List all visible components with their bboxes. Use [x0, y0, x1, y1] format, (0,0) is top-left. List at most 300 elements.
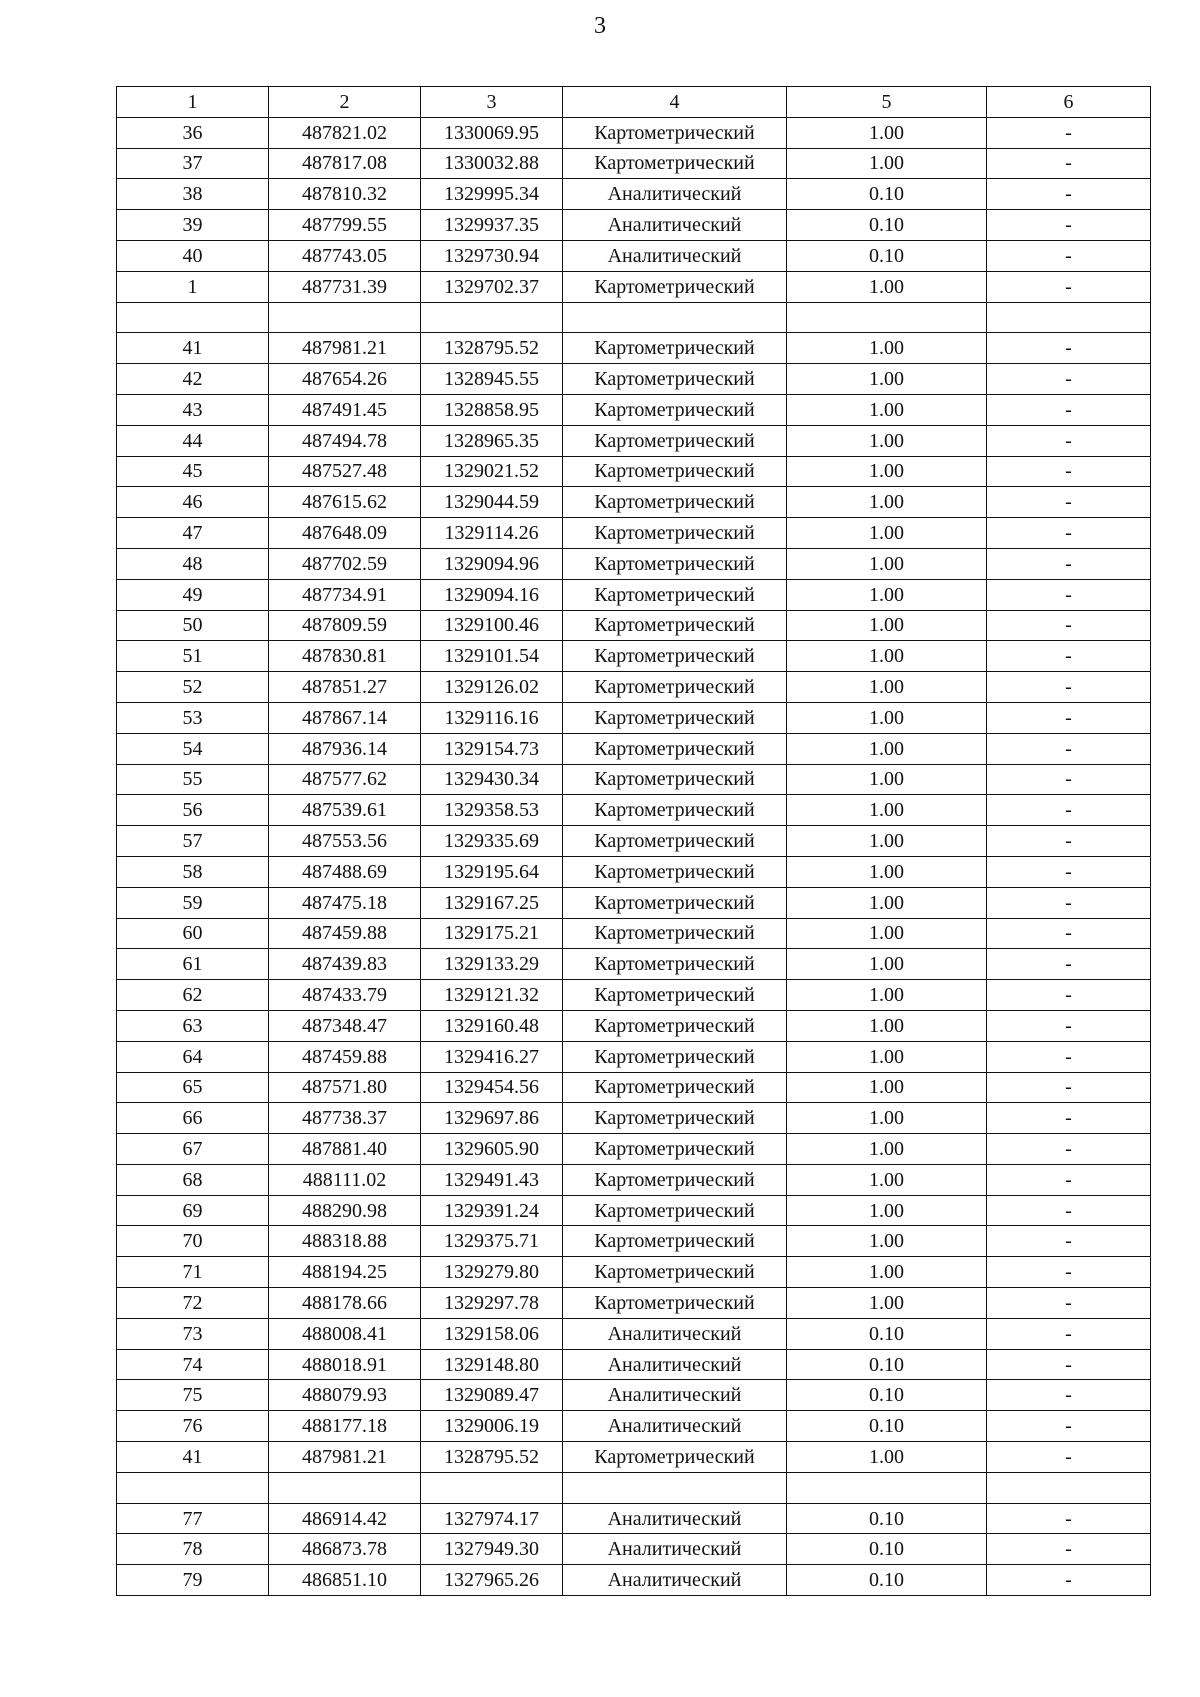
table-row	[117, 518, 1151, 549]
table-row	[117, 394, 1151, 425]
cell-y-coordinate: 1329335.69	[421, 826, 563, 857]
cell-note: -	[987, 518, 1151, 549]
cell-accuracy: 0.10	[787, 1534, 987, 1565]
cell-y-coordinate: 1329126.02	[421, 672, 563, 703]
cell-note: -	[987, 1134, 1151, 1165]
cell-method: Картометрический	[563, 1103, 787, 1134]
cell-y-coordinate: 1328945.55	[421, 364, 563, 395]
header-row	[117, 87, 1151, 118]
table-row	[117, 1226, 1151, 1257]
cell-y-coordinate: 1328965.35	[421, 425, 563, 456]
table-row	[117, 1103, 1151, 1134]
table-row	[117, 795, 1151, 826]
cell-x-coordinate	[269, 302, 421, 333]
cell-accuracy: 1.00	[787, 1226, 987, 1257]
cell-x-coordinate: 487867.14	[269, 702, 421, 733]
table-row	[117, 210, 1151, 241]
cell-point-number: 49	[117, 579, 269, 610]
cell-x-coordinate: 488318.88	[269, 1226, 421, 1257]
table-row	[117, 641, 1151, 672]
cell-x-coordinate: 487527.48	[269, 456, 421, 487]
cell-point-number: 75	[117, 1380, 269, 1411]
table-row	[117, 148, 1151, 179]
table-row	[117, 610, 1151, 641]
cell-method: Картометрический	[563, 1164, 787, 1195]
cell-y-coordinate: 1329154.73	[421, 733, 563, 764]
cell-note: -	[987, 1503, 1151, 1534]
cell-accuracy: 0.10	[787, 179, 987, 210]
cell-y-coordinate: 1329133.29	[421, 949, 563, 980]
cell-accuracy: 1.00	[787, 1010, 987, 1041]
cell-y-coordinate: 1329114.26	[421, 518, 563, 549]
cell-x-coordinate: 487539.61	[269, 795, 421, 826]
cell-y-coordinate: 1329195.64	[421, 856, 563, 887]
column-header: 4	[563, 87, 787, 118]
cell-point-number: 62	[117, 980, 269, 1011]
cell-method: Аналитический	[563, 1534, 787, 1565]
table-header	[117, 87, 1151, 118]
cell-method: Аналитический	[563, 1565, 787, 1596]
cell-x-coordinate: 486873.78	[269, 1534, 421, 1565]
table-row	[117, 1503, 1151, 1534]
cell-method: Картометрический	[563, 856, 787, 887]
table-body	[117, 117, 1151, 1595]
cell-y-coordinate: 1329358.53	[421, 795, 563, 826]
cell-method: Аналитический	[563, 179, 787, 210]
cell-x-coordinate: 488079.93	[269, 1380, 421, 1411]
cell-method: Аналитический	[563, 1380, 787, 1411]
cell-note: -	[987, 1442, 1151, 1473]
cell-method: Картометрический	[563, 1134, 787, 1165]
cell-x-coordinate: 487571.80	[269, 1072, 421, 1103]
cell-y-coordinate: 1329416.27	[421, 1041, 563, 1072]
cell-y-coordinate: 1329995.34	[421, 179, 563, 210]
cell-note: -	[987, 548, 1151, 579]
cell-accuracy: 1.00	[787, 1195, 987, 1226]
cell-point-number: 51	[117, 641, 269, 672]
cell-point-number: 78	[117, 1534, 269, 1565]
cell-accuracy: 1.00	[787, 672, 987, 703]
table-row	[117, 702, 1151, 733]
cell-y-coordinate: 1329375.71	[421, 1226, 563, 1257]
table-row	[117, 1041, 1151, 1072]
cell-note: -	[987, 364, 1151, 395]
cell-accuracy: 1.00	[787, 425, 987, 456]
cell-x-coordinate: 487743.05	[269, 240, 421, 271]
cell-accuracy: 1.00	[787, 826, 987, 857]
cell-y-coordinate: 1329279.80	[421, 1257, 563, 1288]
cell-method: Аналитический	[563, 1503, 787, 1534]
cell-note: -	[987, 702, 1151, 733]
cell-method: Аналитический	[563, 1349, 787, 1380]
cell-method: Аналитический	[563, 1318, 787, 1349]
cell-accuracy: 1.00	[787, 579, 987, 610]
cell-accuracy: 1.00	[787, 456, 987, 487]
table-row	[117, 1442, 1151, 1473]
cell-method: Картометрический	[563, 1072, 787, 1103]
cell-note: -	[987, 1349, 1151, 1380]
cell-y-coordinate: 1329094.16	[421, 579, 563, 610]
table-row	[117, 364, 1151, 395]
cell-method: Картометрический	[563, 333, 787, 364]
cell-note: -	[987, 887, 1151, 918]
cell-point-number: 66	[117, 1103, 269, 1134]
cell-point-number: 54	[117, 733, 269, 764]
cell-x-coordinate: 487881.40	[269, 1134, 421, 1165]
cell-note: -	[987, 487, 1151, 518]
cell-y-coordinate: 1327974.17	[421, 1503, 563, 1534]
cell-method: Картометрический	[563, 733, 787, 764]
cell-y-coordinate: 1329730.94	[421, 240, 563, 271]
cell-y-coordinate: 1329605.90	[421, 1134, 563, 1165]
table-row	[117, 1134, 1151, 1165]
cell-x-coordinate: 487981.21	[269, 333, 421, 364]
cell-point-number: 70	[117, 1226, 269, 1257]
table-row	[117, 548, 1151, 579]
cell-method: Аналитический	[563, 1411, 787, 1442]
cell-y-coordinate: 1329148.80	[421, 1349, 563, 1380]
cell-x-coordinate: 487433.79	[269, 980, 421, 1011]
cell-y-coordinate: 1329094.96	[421, 548, 563, 579]
column-header: 2	[269, 87, 421, 118]
cell-method: Картометрический	[563, 1010, 787, 1041]
cell-accuracy: 1.00	[787, 980, 987, 1011]
cell-point-number: 36	[117, 117, 269, 148]
cell-x-coordinate: 487648.09	[269, 518, 421, 549]
cell-accuracy: 1.00	[787, 271, 987, 302]
cell-method: Картометрический	[563, 271, 787, 302]
cell-accuracy: 1.00	[787, 856, 987, 887]
cell-note: -	[987, 333, 1151, 364]
cell-y-coordinate	[421, 302, 563, 333]
cell-method	[563, 1472, 787, 1503]
cell-y-coordinate: 1329167.25	[421, 887, 563, 918]
cell-accuracy: 1.00	[787, 641, 987, 672]
cell-point-number: 73	[117, 1318, 269, 1349]
cell-x-coordinate: 487821.02	[269, 117, 421, 148]
cell-note: -	[987, 425, 1151, 456]
cell-method: Картометрический	[563, 672, 787, 703]
cell-y-coordinate: 1328795.52	[421, 1442, 563, 1473]
cell-accuracy: 1.00	[787, 764, 987, 795]
cell-x-coordinate: 487488.69	[269, 856, 421, 887]
cell-point-number: 41	[117, 333, 269, 364]
cell-accuracy: 1.00	[787, 949, 987, 980]
cell-method: Картометрический	[563, 980, 787, 1011]
cell-x-coordinate: 487799.55	[269, 210, 421, 241]
cell-point-number: 72	[117, 1288, 269, 1319]
column-header: 3	[421, 87, 563, 118]
cell-x-coordinate: 487494.78	[269, 425, 421, 456]
cell-note: -	[987, 980, 1151, 1011]
cell-x-coordinate: 487738.37	[269, 1103, 421, 1134]
cell-point-number: 55	[117, 764, 269, 795]
cell-point-number: 60	[117, 918, 269, 949]
cell-method: Картометрический	[563, 579, 787, 610]
cell-note	[987, 302, 1151, 333]
cell-y-coordinate: 1329175.21	[421, 918, 563, 949]
cell-point-number: 47	[117, 518, 269, 549]
cell-note: -	[987, 733, 1151, 764]
table-row	[117, 1288, 1151, 1319]
table-row	[117, 887, 1151, 918]
cell-x-coordinate: 487348.47	[269, 1010, 421, 1041]
cell-accuracy: 1.00	[787, 148, 987, 179]
cell-method: Картометрический	[563, 425, 787, 456]
cell-y-coordinate: 1329702.37	[421, 271, 563, 302]
table-row	[117, 918, 1151, 949]
table-row	[117, 425, 1151, 456]
cell-y-coordinate: 1329116.16	[421, 702, 563, 733]
cell-x-coordinate: 488008.41	[269, 1318, 421, 1349]
cell-y-coordinate: 1329297.78	[421, 1288, 563, 1319]
table-row	[117, 1411, 1151, 1442]
cell-point-number: 79	[117, 1565, 269, 1596]
cell-accuracy: 1.00	[787, 1072, 987, 1103]
cell-point-number: 52	[117, 672, 269, 703]
cell-note: -	[987, 1411, 1151, 1442]
cell-method: Картометрический	[563, 1041, 787, 1072]
cell-note: -	[987, 1226, 1151, 1257]
cell-y-coordinate: 1329697.86	[421, 1103, 563, 1134]
cell-accuracy: 1.00	[787, 1134, 987, 1165]
table-row	[117, 1257, 1151, 1288]
cell-x-coordinate: 488111.02	[269, 1164, 421, 1195]
cell-accuracy: 1.00	[787, 394, 987, 425]
cell-method: Аналитический	[563, 240, 787, 271]
cell-point-number: 69	[117, 1195, 269, 1226]
cell-y-coordinate: 1328858.95	[421, 394, 563, 425]
cell-method: Картометрический	[563, 826, 787, 857]
cell-method: Картометрический	[563, 1226, 787, 1257]
cell-accuracy: 1.00	[787, 333, 987, 364]
cell-y-coordinate: 1329454.56	[421, 1072, 563, 1103]
table-row	[117, 240, 1151, 271]
cell-x-coordinate: 487851.27	[269, 672, 421, 703]
cell-x-coordinate: 487830.81	[269, 641, 421, 672]
cell-x-coordinate: 487981.21	[269, 1442, 421, 1473]
cell-x-coordinate: 488018.91	[269, 1349, 421, 1380]
table-row	[117, 487, 1151, 518]
cell-point-number: 71	[117, 1257, 269, 1288]
cell-accuracy: 1.00	[787, 487, 987, 518]
cell-y-coordinate: 1329100.46	[421, 610, 563, 641]
cell-y-coordinate: 1329021.52	[421, 456, 563, 487]
cell-x-coordinate: 487817.08	[269, 148, 421, 179]
cell-y-coordinate: 1329121.32	[421, 980, 563, 1011]
cell-note: -	[987, 856, 1151, 887]
cell-note: -	[987, 610, 1151, 641]
cell-point-number: 40	[117, 240, 269, 271]
cell-point-number: 43	[117, 394, 269, 425]
cell-accuracy	[787, 1472, 987, 1503]
cell-note: -	[987, 1318, 1151, 1349]
cell-method: Картометрический	[563, 795, 787, 826]
cell-point-number: 41	[117, 1442, 269, 1473]
cell-accuracy: 1.00	[787, 610, 987, 641]
cell-x-coordinate: 487459.88	[269, 1041, 421, 1072]
cell-accuracy: 0.10	[787, 1565, 987, 1596]
cell-point-number: 39	[117, 210, 269, 241]
table-row-separator	[117, 302, 1151, 333]
cell-note: -	[987, 148, 1151, 179]
page-number: 3	[594, 13, 606, 39]
cell-note: -	[987, 1195, 1151, 1226]
cell-method: Картометрический	[563, 364, 787, 395]
cell-y-coordinate: 1328795.52	[421, 333, 563, 364]
table-row	[117, 1164, 1151, 1195]
cell-x-coordinate: 486851.10	[269, 1565, 421, 1596]
cell-y-coordinate: 1329044.59	[421, 487, 563, 518]
cell-method: Аналитический	[563, 210, 787, 241]
cell-note: -	[987, 579, 1151, 610]
cell-method: Картометрический	[563, 117, 787, 148]
cell-accuracy: 1.00	[787, 518, 987, 549]
cell-accuracy: 1.00	[787, 1041, 987, 1072]
cell-point-number: 74	[117, 1349, 269, 1380]
table-row-separator	[117, 1472, 1151, 1503]
cell-accuracy: 1.00	[787, 364, 987, 395]
table-row	[117, 826, 1151, 857]
cell-x-coordinate: 487702.59	[269, 548, 421, 579]
cell-method	[563, 302, 787, 333]
cell-method: Картометрический	[563, 610, 787, 641]
cell-y-coordinate: 1327965.26	[421, 1565, 563, 1596]
cell-method: Картометрический	[563, 148, 787, 179]
cell-y-coordinate: 1330069.95	[421, 117, 563, 148]
cell-point-number: 61	[117, 949, 269, 980]
cell-x-coordinate	[269, 1472, 421, 1503]
cell-point-number: 77	[117, 1503, 269, 1534]
cell-accuracy: 1.00	[787, 733, 987, 764]
cell-note: -	[987, 271, 1151, 302]
table-row	[117, 949, 1151, 980]
cell-x-coordinate: 487731.39	[269, 271, 421, 302]
cell-accuracy: 0.10	[787, 240, 987, 271]
cell-point-number: 50	[117, 610, 269, 641]
cell-method: Картометрический	[563, 548, 787, 579]
cell-point-number: 64	[117, 1041, 269, 1072]
cell-accuracy: 1.00	[787, 795, 987, 826]
cell-point-number: 76	[117, 1411, 269, 1442]
cell-note: -	[987, 795, 1151, 826]
cell-note: -	[987, 1041, 1151, 1072]
cell-x-coordinate: 487577.62	[269, 764, 421, 795]
cell-note: -	[987, 918, 1151, 949]
cell-point-number: 58	[117, 856, 269, 887]
cell-point-number: 44	[117, 425, 269, 456]
cell-accuracy: 1.00	[787, 1442, 987, 1473]
cell-point-number: 68	[117, 1164, 269, 1195]
cell-point-number: 57	[117, 826, 269, 857]
cell-method: Картометрический	[563, 641, 787, 672]
table-row	[117, 1534, 1151, 1565]
cell-y-coordinate: 1329006.19	[421, 1411, 563, 1442]
cell-accuracy: 1.00	[787, 1164, 987, 1195]
cell-x-coordinate: 487491.45	[269, 394, 421, 425]
cell-method: Картометрический	[563, 456, 787, 487]
cell-accuracy: 0.10	[787, 1411, 987, 1442]
cell-accuracy: 0.10	[787, 1349, 987, 1380]
column-header: 1	[117, 87, 269, 118]
table-row	[117, 1072, 1151, 1103]
cell-point-number: 37	[117, 148, 269, 179]
cell-x-coordinate: 487809.59	[269, 610, 421, 641]
table-row	[117, 764, 1151, 795]
cell-method: Картометрический	[563, 1195, 787, 1226]
cell-note: -	[987, 1534, 1151, 1565]
cell-y-coordinate: 1329160.48	[421, 1010, 563, 1041]
cell-x-coordinate: 488194.25	[269, 1257, 421, 1288]
table-row	[117, 1380, 1151, 1411]
cell-note: -	[987, 949, 1151, 980]
table-row	[117, 333, 1151, 364]
cell-y-coordinate: 1327949.30	[421, 1534, 563, 1565]
cell-x-coordinate: 486914.42	[269, 1503, 421, 1534]
cell-x-coordinate: 487459.88	[269, 918, 421, 949]
cell-point-number: 65	[117, 1072, 269, 1103]
cell-point-number: 1	[117, 271, 269, 302]
column-header: 5	[787, 87, 987, 118]
cell-x-coordinate: 488290.98	[269, 1195, 421, 1226]
cell-note: -	[987, 117, 1151, 148]
cell-method: Картометрический	[563, 702, 787, 733]
cell-note: -	[987, 1103, 1151, 1134]
cell-y-coordinate	[421, 1472, 563, 1503]
table-row	[117, 733, 1151, 764]
cell-y-coordinate: 1329491.43	[421, 1164, 563, 1195]
cell-y-coordinate: 1329937.35	[421, 210, 563, 241]
cell-point-number: 42	[117, 364, 269, 395]
cell-point-number: 48	[117, 548, 269, 579]
cell-note: -	[987, 240, 1151, 271]
cell-y-coordinate: 1329101.54	[421, 641, 563, 672]
cell-note: -	[987, 1565, 1151, 1596]
cell-x-coordinate: 487553.56	[269, 826, 421, 857]
cell-note	[987, 1472, 1151, 1503]
table-row	[117, 456, 1151, 487]
coordinates-table	[116, 86, 1151, 1596]
cell-note: -	[987, 764, 1151, 795]
cell-y-coordinate: 1330032.88	[421, 148, 563, 179]
table-row	[117, 1565, 1151, 1596]
cell-method: Картометрический	[563, 1442, 787, 1473]
cell-note: -	[987, 1257, 1151, 1288]
table-row	[117, 1010, 1151, 1041]
cell-accuracy: 1.00	[787, 1257, 987, 1288]
cell-y-coordinate: 1329089.47	[421, 1380, 563, 1411]
cell-y-coordinate: 1329430.34	[421, 764, 563, 795]
cell-point-number: 56	[117, 795, 269, 826]
table-row	[117, 271, 1151, 302]
cell-x-coordinate: 488177.18	[269, 1411, 421, 1442]
cell-point-number: 67	[117, 1134, 269, 1165]
cell-accuracy: 1.00	[787, 918, 987, 949]
cell-accuracy: 0.10	[787, 1380, 987, 1411]
cell-note: -	[987, 641, 1151, 672]
cell-method: Картометрический	[563, 1288, 787, 1319]
cell-x-coordinate: 487475.18	[269, 887, 421, 918]
cell-x-coordinate: 488178.66	[269, 1288, 421, 1319]
cell-accuracy	[787, 302, 987, 333]
cell-x-coordinate: 487734.91	[269, 579, 421, 610]
cell-accuracy: 0.10	[787, 1318, 987, 1349]
table-row	[117, 672, 1151, 703]
cell-point-number	[117, 302, 269, 333]
table-row	[117, 1318, 1151, 1349]
cell-point-number: 38	[117, 179, 269, 210]
cell-method: Картометрический	[563, 518, 787, 549]
